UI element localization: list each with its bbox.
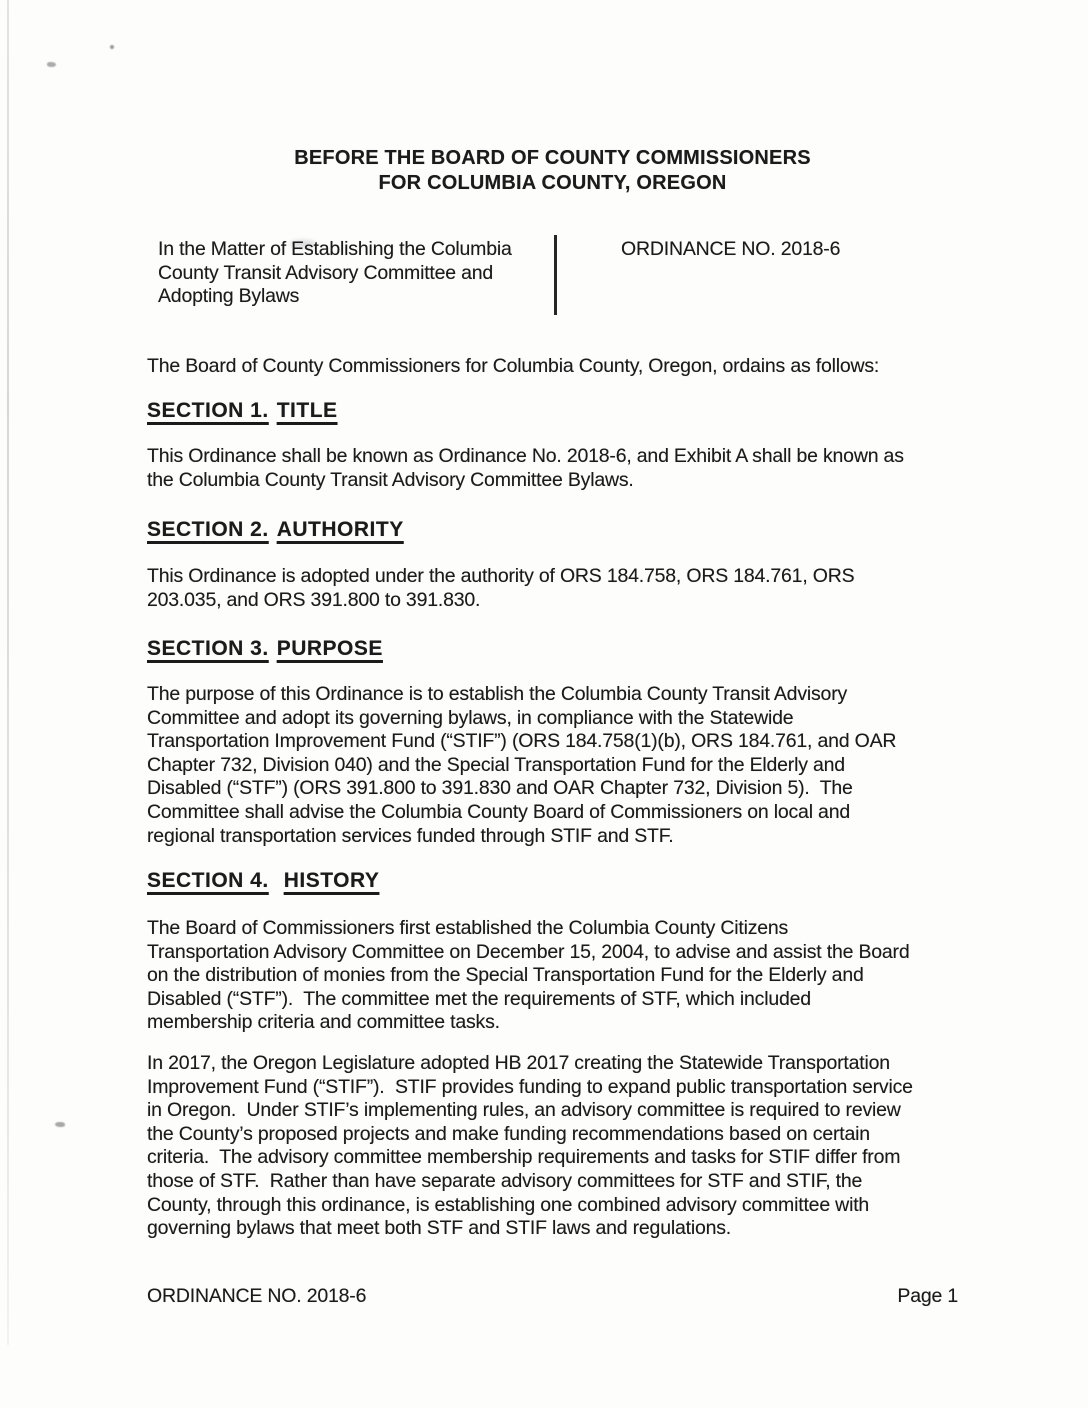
section-3-heading bbox=[147, 637, 958, 661]
section-4-title: HISTORY bbox=[283, 869, 380, 892]
caption-block bbox=[158, 238, 958, 315]
document-title bbox=[147, 146, 958, 195]
section-2-title: AUTHORITY bbox=[276, 518, 404, 541]
section-3-title: PURPOSE bbox=[276, 637, 383, 660]
section-4-paragraph-1: The Board of Commissioners first established the Columbia County Citizens Transportation Advisory Committee on December 15, 2004, to advise and assist the Board on the distribution of monies from the Special Transportation Fund for the Elderly and Disabled (“STF”). The committee met the requirements of STF, which included membership criteria and committee tasks. bbox=[147, 917, 910, 1034]
section-4-paragraph-2: In 2017, the Oregon Legislature adopted HB 2017 creating the Statewide Transportation Improvement Fund (“STIF”). STIF provides funding to expand public transportation service in Oregon. Under STIF’s implementing rules, an advisory committee is required to review the County’s proposed projects and make funding recommendations based on certain criteria. The advisory committee membership requirements and tasks for STIF differ from those of STF. Rather than have separate advisory committees for STF and STIF, the County, through this ordinance, is establishing one combined advisory committee with governing bylaws that meet both STF and STIF laws and regulations. bbox=[147, 1052, 913, 1240]
section-2-number: SECTION 2. bbox=[147, 518, 269, 541]
ordinance-number: ORDINANCE NO. 2018-6 bbox=[621, 238, 841, 260]
page-footer bbox=[147, 1285, 958, 1309]
section-2-paragraph: This Ordinance is adopted under the authority of ORS 184.758, ORS 184.761, ORS 203.035, and ORS 391.800 to 391.830. bbox=[147, 565, 855, 611]
scan-edge-artifact bbox=[7, 0, 9, 1345]
caption-divider-line bbox=[554, 235, 557, 315]
section-1-heading bbox=[147, 399, 958, 423]
section-4-number: SECTION 4. bbox=[147, 869, 269, 892]
footer-ordinance-number: ORDINANCE NO. 2018-6 bbox=[147, 1285, 367, 1307]
footer-page-number: Page 1 bbox=[897, 1285, 958, 1307]
section-3-number: SECTION 3. bbox=[147, 637, 269, 660]
scan-speck bbox=[110, 45, 114, 49]
scan-speck bbox=[47, 62, 56, 67]
document-title-line1: BEFORE THE BOARD OF COUNTY COMMISSIONERS bbox=[294, 147, 811, 169]
document-title-line2: FOR COLUMBIA COUNTY, OREGON bbox=[378, 171, 727, 194]
caption-matter-text: In the Matter of Establishing the Columbia County Transit Advisory Committee and Adopting Bylaws bbox=[158, 238, 512, 308]
ordains-clause: The Board of County Commissioners for Columbia County, Oregon, ordains as follows: bbox=[147, 355, 880, 377]
section-3-paragraph: The purpose of this Ordinance is to establish the Columbia County Transit Advisory Committee and adopt its governing bylaws, in compliance with the Statewide Transportation Improvement Fund (“STIF”) (ORS 184.758(1)(b), ORS 184.761, and OAR Chapter 732, Division 040) and the Special Transportation Fund for the Elderly and Disabled (“STF”) (ORS 391.800 to 391.830 and OAR Chapter 732, Division 5). The Committee shall advise the Columbia County Board of Commissioners on local and regional transportation services funded through STIF and STF. bbox=[147, 683, 897, 847]
scan-speck bbox=[55, 1122, 65, 1127]
section-4-heading bbox=[147, 869, 958, 893]
section-1-title: TITLE bbox=[276, 399, 338, 422]
content-column bbox=[147, 0, 958, 1408]
section-1-paragraph: This Ordinance shall be known as Ordinance No. 2018-6, and Exhibit A shall be known as the Columbia County Transit Advisory Committee Bylaws. bbox=[147, 445, 904, 491]
section-2-heading bbox=[147, 518, 958, 542]
section-1-number: SECTION 1. bbox=[147, 399, 269, 422]
